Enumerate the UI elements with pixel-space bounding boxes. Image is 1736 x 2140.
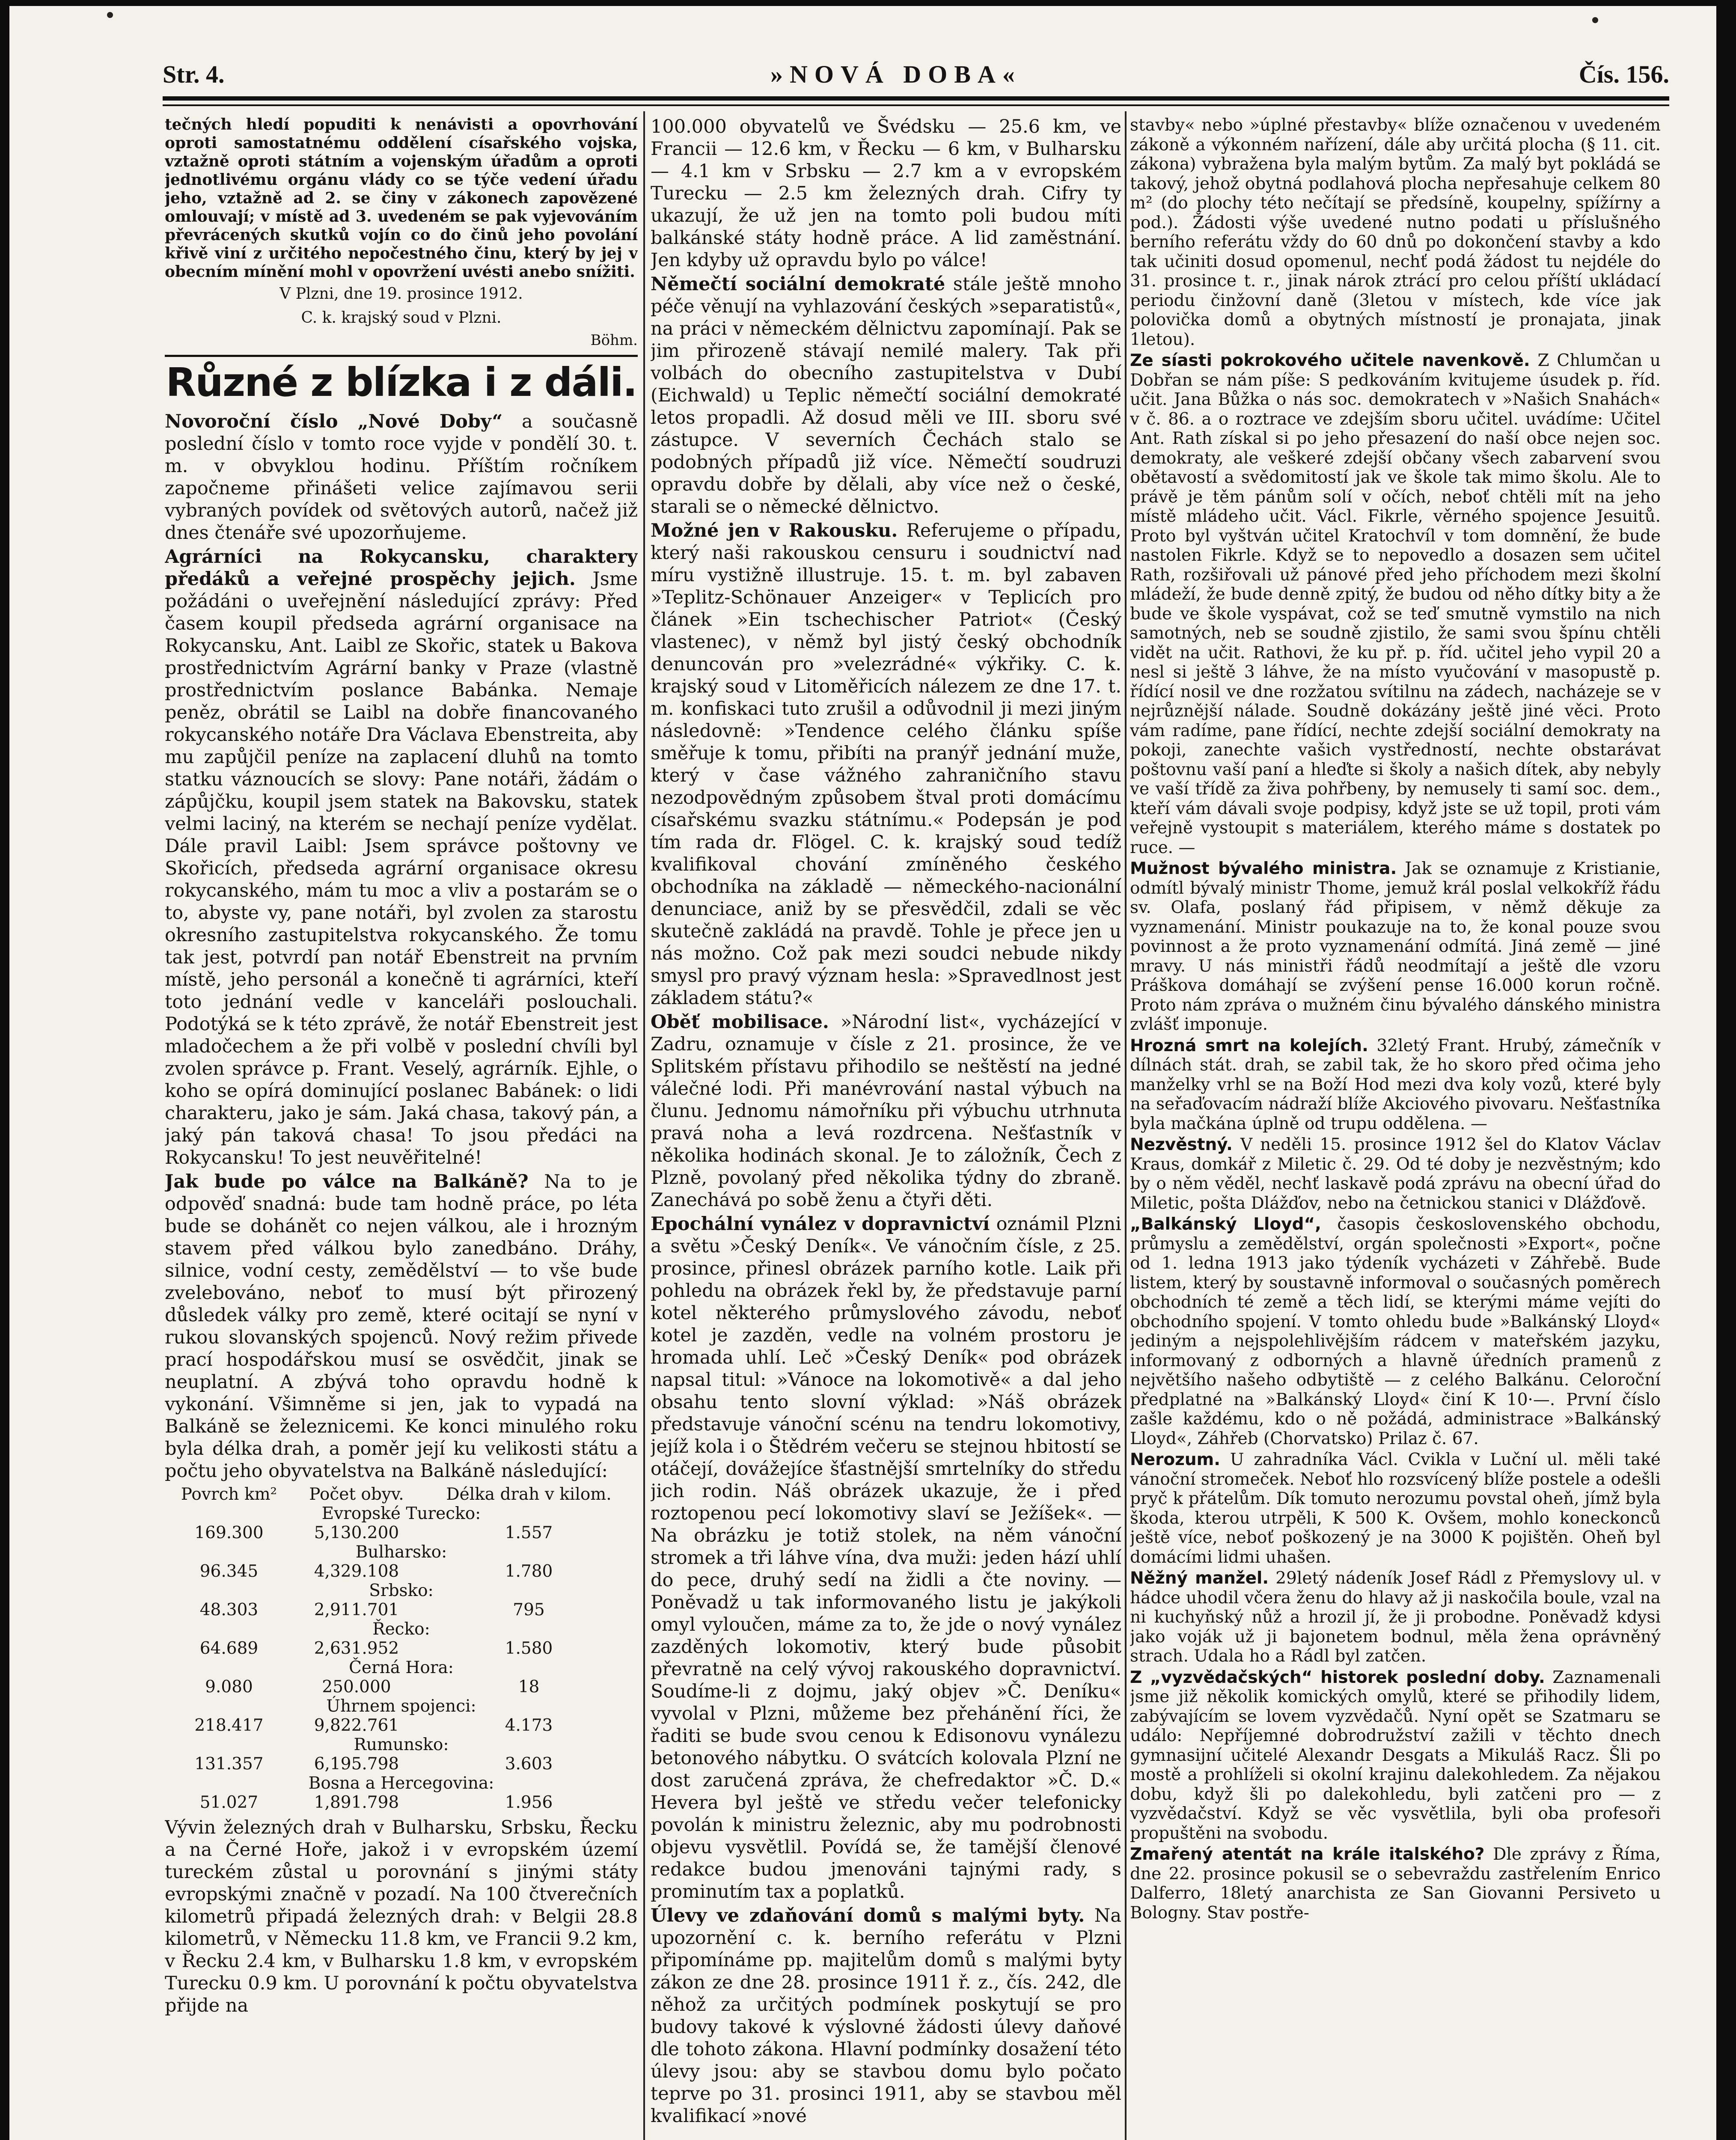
article-mozne-jen [651, 520, 1121, 1009]
article-body: Zaznamenali jsme již několik komických omylů, které se přihodily lidem, zabývajícím se lovem vyzvědačů. Nyní opět se Szatmaru se událo: Nepříjemné dobrodružství zažili v těchto dnech gymnasijní učitelé Alexandr Desgats a Mikuláš Racz. Šli po mostě a prohlíželi si okolní krajinu dalekohledem. Za nějakou dobu, když šli po dalekohledu, byli zatčeni pro — z vyzvědačství. Když se věc vysvětlila, byli oba profesoři propuštěni na svobodu. [1130, 1667, 1661, 1843]
newspaper-title: »NOVÁ DOBA« [770, 60, 1022, 88]
article-body: Jsme požádáni o uveřejnění následující zprávy: Před časem koupil předseda agrární organisace na Rokycansku, Ant. Laibl ze Skořic, statek u Bakova prostřednictvím Agrární banky v Praze (vlastně prostřednictvím poslance Babánka. Nemaje peněz, obrátil se Laibl na dobře financovaného rokycanského notáře Dra Václava Ebenstreita, aby mu zapůjčil peníze na zaplacení dluhů na tomto statku váznoucích se slovy: Pane notáři, žádám o zápůjčku, koupil jsem statek na Bakovsku, statek velmi laciný, na kterém se nechají peníze vydělat. Dále pravil Laibl: Jsem správce poštovny ve Skořicích, předseda agrární organisace okresu rokycanského, mám tu moc a vliv a postarám se o to, abyste vy, pane notáři, byl zvolen za starostu okresního zastupitelstva rokycanského. Že tomu tak jest, potvrdí pan notář Ebenstreit na prvním místě, jeho personál a konečně ti agrárníci, kteří toto jednání vedle v kanceláři poslouchali. Podotýká se k této zprávě, že notář Ebenstreit jest mladočechem a že při volbě v poslední chvíli byl zvolen správce p. Frant. Veselý, agrárník. Ejhle, o koho se opírá dominující poslanec Babánek: o lidi charakteru, jako je sám. Jaká chasa, takový pán, a jaký pán taková chasa! To jsou předáci na Rokycansku! To jest neuvěřitelné! [165, 568, 638, 1168]
article-atentat [1130, 1845, 1661, 1923]
issue-number: Čís. 156. [1578, 60, 1669, 88]
article-headline: Jak bude po válce na Balkáně? [165, 1171, 529, 1192]
cell-area: 131.357 [194, 1754, 264, 1774]
cell-rail: 18 [518, 1677, 540, 1697]
scan-border-right [1716, 0, 1736, 2140]
article-continuation: 100.000 obyvatelů ve Švédsku — 25.6 km, ve Francii — 12.6 km, v Řecku — 6 km, v Bulharsku — 4.1 km v Srbsku — 2.7 km a v evropském Turecku — 2.5 km železných drah. Cifry ty ukazují, že už jen na tomto poli budou míti balkánské státy hodně práce. A lid zaměstnání. Jen kdyby už opravdu bylo po válce! [651, 116, 1121, 271]
article-headline: Ze síasti pokrokového učitele navenkově. [1130, 351, 1530, 370]
region-name: Černá Hora: [349, 1658, 454, 1677]
article-headline: Nerozum. [1130, 1450, 1221, 1469]
cell-area: 218.417 [194, 1716, 264, 1735]
article-headline: Něžný manžel. [1130, 1569, 1269, 1588]
page-number: Str. 4. [163, 60, 225, 88]
table-region-row [165, 1543, 638, 1562]
article-continuation: stavby« nebo »úplné přestavby« blíže označenou v uvedeném zákoně a výkonném nařízení, dále aby určitá plocha (§ 11. cit. zákona) vybražena byla malým bytům. Za malý byt pokládá se takový, jehož obytná podlahová plocha nepřesahuje celkem 80 m² (do plochy této nečítají se předsíně, koupelny, spížírny a pod.). Žádosti výše uvedené nutno podati u příslušného berního referátu vždy do 60 dnů po dokončení stavby a kdo tak učiniti dosud opomenul, nechť podá žádost tu nejdéle do 31. prosince t. r., jinak nárok ztrácí pro celou příští ukládací periodu činžovní daně (3letou v místech, kde více jak polovička domů a obytných místností je pronajata, jinak 1letou). [1130, 116, 1661, 349]
scan-speck [107, 12, 113, 18]
article-railway-development: Vývin železných drah v Bulharsku, Srbsku, Řecku a na Černé Hoře, jakož i v evropském území tureckém zůstal u porovnání s jinými státy evropskými značně v pozadí. Na 100 čtverečních kilometrů připadá železných drah: v Belgii 28.8 kilometrů, v Německu 11.8 km, ve Francii 9.2 km, v Řecku 2.4 km, v Bulharsku 1.8 km, v evropském Turecku 0.9 km. U porovnání k počtu obyvatelstva přijde na [165, 1817, 638, 2016]
region-name: Bulharsko: [355, 1543, 447, 1562]
article-body: V neděli 15. prosince 1912 šel do Klatov Václav Kraus, domkář z Miletic č. 29. Od té doby je nezvěstným; kdo by o něm věděl, nechť laskavě podá zprávu na obecní úřad do Miletic, pošta Dlážďov, nebo na četnickou stanici v Dlážďově. [1130, 1135, 1661, 1213]
article-body: oznámil Plzni a světu »Český Deník«. Ve vánočním čísle, z 25. prosince, přinesl obrázek parního kotle. Laik při pohledu na obrázek řekl by, že představuje parní kotel některého průmyslového závodu, neboť kotel je zazděn, vedle na volném prostoru je hromada uhlí. Leč »Český Deník« pod obrázek napsal titul: »Vánoce na lokomotivě« a dal jeho obsahu tento slovní výklad: »Náš obrázek představuje vánoční scénu na tendru lokomotivy, jejíž kola i o Štědrém večeru se stejnou hbitostí se otáčejí, dovážejíce šťastnější smrtelníky do středu jich rodin. Náš obrázek ukazuje, že i před roztopenou pecí lokomotivy slaví se Ježíšek«. — Na obrázku je totiž stolek, na něm vánoční stromek a tři láhve vína, dva muži: jeden hází uhlí do pece, druhý sedí na židli a čte noviny. — Poněvadž u tak informovaného listu je jakýkoli omyl vyloučen, máme za to, že jde o nový vynález zazděných lokomotiv, který bude působit převratně na celý vývoj rakouského dopravnictví. Soudíme-li z dojmu, jaký objev »Č. Deníku« vyvolal v Plzni, můžeme bez přehánění říci, že řaditi se bude svou cenou k Edisonovu vynálezu betonového nábytku. O svátcích kolovala Plzní ne dost zaručená zpráva, že chefredaktor »Č. D.« Hevera byl ještě ve středu večer telefonicky povolán k ministru železnic, aby mu podrobnosti objevu vysvětlil. Povídá se, že tamější členové redakce budou jmenováni tajnými rady, s prominutím tax a poplatků. [651, 1213, 1121, 1902]
header-rule-thin [163, 104, 1669, 106]
column-1 [165, 116, 638, 2140]
article-body: stále ještě mnoho péče věnují na vyhlazování českých »separatistů«, na práci v německém dělnictvu zapomínají. Pak se jim přirozeně stávají nemilé malery. Tak při volbách do obecního zastupitelstva v Dubí (Eichwald) u Teplic němečtí sociální demokraté letos propadli. Až dosud měli ve III. sboru své zástupce. V severních Čechách stalo se podobných případů již více. Němečtí soudruzi opravdu dobře by dělali, aby více než o české, starali se o německé dělnictvo. [651, 273, 1121, 517]
header-rule [163, 96, 1669, 101]
cell-rail: 1.780 [505, 1562, 553, 1581]
court-notice [165, 116, 638, 281]
table-region-row [165, 1581, 638, 1600]
dateline: V Plzni, dne 19. prosince 1912. [279, 285, 523, 303]
article-headline: Novoroční číslo „Nové Doby“ [165, 411, 503, 432]
cell-area: 51.027 [199, 1793, 259, 1812]
article-headline: Mužnost bývalého ministra. [1130, 859, 1397, 878]
table-row [165, 1754, 638, 1774]
table-region-row [165, 1658, 638, 1677]
col-header-population: Počet obyv. [309, 1485, 404, 1504]
article-headline: Nezvěstný. [1130, 1135, 1233, 1154]
cell-pop: 9,822.761 [314, 1716, 399, 1735]
cell-pop: 5,130.200 [314, 1523, 399, 1543]
cell-pop: 2,911.701 [314, 1600, 399, 1620]
table-region-row [165, 1697, 638, 1716]
table-header-row [165, 1485, 638, 1504]
region-name: Úhrnem spojenci: [326, 1697, 476, 1716]
article-headline: Z „vyzvědačských“ historek poslední doby. [1130, 1667, 1545, 1687]
table-row [165, 1716, 638, 1735]
article-headline: Úlevy ve zdaňování domů s malými byty. [651, 1905, 1085, 1926]
column-3 [1130, 116, 1661, 2140]
scan-border-top [0, 0, 1736, 6]
article-nezvestny [1130, 1135, 1661, 1213]
col-header-area: Povrch km² [181, 1485, 277, 1504]
cell-pop: 1,891.798 [314, 1793, 399, 1812]
article-headline: Oběť mobilisace. [651, 1011, 829, 1033]
article-agrarnici [165, 546, 638, 1169]
article-smrt [1130, 1036, 1661, 1134]
article-lloyd [1130, 1215, 1661, 1448]
article-vyzvedaci [1130, 1668, 1661, 1843]
article-body: 32letý Frant. Hrubý, zámečník v dílnách stát. drah, se zabil tak, že ho skoro před očima jeho manželky vrhl se na Boží Hod mezi dva koly vozů, které byly na seřaďovacím nádraží blíže Akciového pivovaru. Nešťastníka byla mačkána úplně od trupu oddělena. — [1130, 1036, 1661, 1133]
article-headline: Epochální vynález v dopravnictví [651, 1213, 990, 1235]
article-headline: Němečtí sociální demokraté [651, 273, 945, 295]
article-ulevy [651, 1905, 1121, 2127]
article-headline: Hrozná smrt na kolejích. [1130, 1036, 1368, 1055]
column-divider [1125, 111, 1127, 2140]
region-name: Evropské Turecko: [321, 1504, 481, 1523]
railway-stats-table [165, 1485, 638, 1812]
article-headline: Zmařený atentát na krále italského? [1130, 1845, 1485, 1864]
cell-rail: 4.173 [505, 1716, 553, 1735]
cell-pop: 6,195.798 [314, 1754, 399, 1774]
article-body: Referujeme o případu, který naši rakouskou censuru i soudnictví nad míru vystižně illustruje. 15. t. m. byl zabaven »Teplitz-Schönauer Anzeiger« v Teplicích pro článek »Ein tschechischer Patriot« (Český vlastenec), v němž byl jistý český obchodník denuncován pro »velezrádné« výkřiky. C. k. krajský soud v Litoměřicích nálezem ze dne 17. t. m. konfiskaci tuto zrušil a odůvodnil ji mezi jiným následovně: »Tendence celého článku spíše směřuje k tomu, přibíti na pranýř jednání muže, který v čase vážného zahraničního stavu nezodpovědným způsobem štval proti domácímu císařskému svazku státnímu.« Podepsán je pod tím rada dr. Flögel. C. k. krajský soud tedíž kvalifikoval chování zmíněného českého obchodníka na základě — německého-nacionální denunciace, aniž by se přesvědčil, zdali se věc skutečně zakládá na pravdě. Tohle je přece jen u nás možno. Což pak mezi soudci nebude nikdy smysl pro pravý význam hesla: »Spravedlnost jest základem státu?« [651, 520, 1121, 1009]
cell-area: 169.300 [194, 1523, 264, 1543]
scan-speck [1592, 17, 1598, 23]
cell-area: 9.080 [205, 1677, 253, 1697]
scan-border-left [0, 0, 9, 2140]
article-body: 29letý nádeník Josef Rádl z Přemyslovy ul. v hádce uhodil včera ženu do hlavy až ji naskočila boule, vzal na ni kuchyňský nůž a hrozil jí, že ji probodne. Poněvadž kdysi jako voják už ji bajonetem bodnul, měla žena oprávněný strach. Udala ho a Rádl byl zatčen. [1130, 1569, 1661, 1666]
article-body: Na to je odpověď snadná: bude tam hodně práce, po léta bude se dohánět co nejen válkou, ale i hrozným stavem před válkou bylo zanedbáno. Dráhy, silnice, vodní cesty, zemědělství — to vše bude zvelebováno, neboť to musí být přirozený důsledek války pro země, které ocitají se nyní v rukou slovanských spojenců. Nový režim přivede prací hospodářskou musí se osvědčit, jinak se neuplatní. A zbývá toho opravdu hodně k vykonání. Všimněme si jen, jak to vypadá na Balkáně se železnicemi. Ke konci minulého roku byla délka drah, a poměr její ku velikosti státu a počtu jeho obyvatelstva na Balkáně následující: [165, 1171, 638, 1482]
article-body: U zahradníka Václ. Cvikla v Luční ul. měli také vánoční stromeček. Neboť hlo rozsvícený blíže postele a odešli pryč k přátelům. Dík tomuto nerozumu povstal oheň, jímž byla škoda, kterou utrpěli, K 500 K. Ovšem, mohlo koneckonců ještě více, neboť poškozený je na 3000 K pojištěn. Oheň byl domácími lidmi uhašen. [1130, 1450, 1661, 1567]
cell-area: 48.303 [199, 1600, 259, 1620]
article-headline: Agrárníci na Rokycansku, charaktery předáků a veřejné prospěchy jejich. [165, 546, 638, 590]
court-name: C. k. krajský soud v Plzni. [301, 309, 502, 327]
cell-rail: 1.956 [505, 1793, 553, 1812]
table-region-row [165, 1735, 638, 1754]
table-row [165, 1523, 638, 1543]
article-vynalez [651, 1213, 1121, 1903]
article-manzel [1130, 1569, 1661, 1666]
table-row [165, 1793, 638, 1812]
table-row [165, 1677, 638, 1697]
article-socialni-demokrate [651, 273, 1121, 518]
article-body: Z Chlumčan u Dobřan se nám píše: S pedkováním kvitujeme úsudek p. říd. učit. Jana Bůžka o nás soc. demokratech v »Našich Snahách« v č. 86. a o roztrace ve zdejším sboru učitel. uvádíme: Učitel Ant. Rath získal si po jeho přesazení do naší obce nejen soc. demokraty, ale veškeré zdejší občany všech zabarvení svou obětavostí a svědomitostí jak ve škole tak mimo školu. Ale to právě je těm pánům solí v očích, neboť chtěli mít na jeho místě mládeho učit. Václ. Fikrle, věrného spojence Jesuitů. Proto byl vyštván učitel Kratochvíl v tom domnění, že bude nastolen Fikrle. Když se to nepovedlo a dosazen sem učitel Rath, rozšiřovali už pánové před jeho příchodem mezi školní mládeží, že bude denně zpitý, že budou od něho dítky bity a že bude ve škole vyspávat, což se teď smutně vymstilo na nich samotných, neb se soudně zjistilo, že sami svou špínu chtěli vidět na učit. Rathovi, že ku př. p. říd. učitel jeho vypil 20 a nesl si ještě 3 láhve, že na místo vyučování v masopustě p. řídící nosil ve dne rozžatou svítilnu na zádech, nacházeje se v nejrůznější nálade. Soudně dokázány ještě jiné věci. Proto vám radíme, pane řídící, nechte zdejší sociální demokraty na pokoji, zanechte vašich vystředností, nechte obstarávat poštovnu vaší paní a hleďte si školy a našich dítek, aby nebyly ve vaší třídě za živa pohřbeny, by nemusely ti samí soc. dem., kteří vám dávali svoje podpisy, když jste se už topil, proti vám veřejně vystoupit s materiálem, kterého máme s dostatek po ruce. — [1130, 351, 1661, 857]
table-region-row [165, 1620, 638, 1639]
cell-rail: 795 [513, 1600, 545, 1620]
cell-rail: 3.603 [505, 1754, 553, 1774]
article-body: Jak se oznamuje z Kristianie, odmítl bývalý ministr Thome, jemuž král poslal velkokříž řádu sv. Olafa, poslaný řád připisem, v němž děkuje za vyznamenání. Ministr poukazuje na to, že konal pouze svou povinnost a že proto vyznamenání odmítá. Jiná země — jiné mravy. U nás ministři řádů neodmítají a ještě dle vzoru Práškova domáhají se zvýšení pense 16.000 korun ročně. Proto nám zpráva o mužném činu bývalého dánského ministra zvlášť imponuje. [1130, 859, 1661, 1034]
cell-rail: 1.557 [505, 1523, 553, 1543]
table-region-row [165, 1504, 638, 1523]
table-row [165, 1639, 638, 1658]
column-divider [643, 111, 645, 2140]
article-ucitel [1130, 351, 1661, 857]
region-name: Bosna a Hercegovina: [308, 1774, 494, 1793]
court-notice-text: tečných hledí popuditi k nenávisti a opovrhování oproti samostatnému oddělení císařského vojska, vztažně oproti státním a vojenským úřadům a oproti jednotlivému orgánu vlády co se týče vedení úřadu jeho, vztažně ad 2. se činy v zákonech zapovězené omlouvají; v místě ad 3. uvedeném se pak vyjevováním převrácených skutků vojín co do činů jeho povolání křivě viní z určitého nepočestného činu, který by jej v obecním mínění mohl v opovržení uvésti anebo snížiti. [165, 116, 638, 281]
section-title: Různé z blízka i z dáli. [165, 355, 638, 405]
region-name: Řecko: [372, 1620, 430, 1639]
cell-rail: 1.580 [505, 1639, 553, 1658]
cell-pop: 250.000 [322, 1677, 391, 1697]
article-balkan [165, 1171, 638, 1482]
article-body: Dle zprávy z Říma, dne 22. prosince pokusil se o sebevraždu zastřelením Enrico Dalferro, 18letý anarchista ze San Giovanni Persiveto u Bologny. Stav postře- [1130, 1845, 1661, 1923]
article-nerozum [1130, 1450, 1661, 1567]
article-body: časopis československého obchodu, průmyslu a zemědělství, orgán společnosti »Export«, počne od 1. ledna 1913 jako týdeník vycházeti v Záhřebě. Bude listem, který by soustavně informoval o současných poměrech obchodních té země a těch lidí, se kterými máme vejíti do obchodního spojení. V tomto ohledu bude »Balkánský Lloyd« jediným a nejspolehlivějším rádcem v mateřském jazyku, informovaný z odborných a hlavně úředních pramenů z největšího našeho odbytiště — z celého Balkánu. Celoroční předplatné na »Balkánský Lloyd« činí K 10·—. První číslo zašle každému, kdo o ně požádá, administrace »Balkánský Lloyd«, Záhřeb (Chorvatsko) Prilaz č. 67. [1130, 1215, 1661, 1448]
table-row [165, 1562, 638, 1581]
region-name: Rumunsko: [354, 1735, 449, 1754]
article-body: »Národní list«, vycházející v Zadru, oznamuje v čísle z 21. prosince, že ve Splitském přístavu přihodilo se neštěstí na jedné válečné lodi. Při manévrování nastal výbuch na člunu. Jednomu námořníku při výbuchu utrhnuta pravá noha a levá rozdrcena. Nešťastník v několika hodinách skonal. Je to záložník, Čech z Plzně, povolaný před několika týdny do zbraně. Zanechává po sobě ženu a čtyři děti. [651, 1011, 1121, 1211]
article-novorocni-cislo [165, 410, 638, 544]
article-muznost [1130, 859, 1661, 1034]
col-header-rail: Délka drah v kilom. [446, 1485, 612, 1504]
cell-pop: 2,631.952 [314, 1639, 399, 1658]
cell-area: 96.345 [199, 1562, 259, 1581]
article-body: a současně poslední číslo v tomto roce vyjde v pondělí 30. t. m. v obvyklou hodinu. Příštím ročníkem započneme přinášeti velice zajímavou serii vybraných povídek od světových autorů, načež již dnes čtenáře své upozorňujeme. [165, 411, 638, 544]
table-region-row [165, 1774, 638, 1793]
article-obet-mobilisace [651, 1011, 1121, 1211]
signature: Böhm. [590, 332, 638, 349]
article-body: Na upozornění c. k. berního referátu v Plzni připomínáme pp. majitelům domů s malými byty zákon ze dne 28. prosince 1911 ř. z., čís. 242, dle něhož za určitých podmínek poskytují se pro budovy takové k výslovné žádosti úlevy daňové dle tohoto zákona. Hlavní podmínky dosažení této úlevy jsou: aby se stavbou domu bylo počato teprve po 31. prosinci 1911, aby se stavbou měl kvalifikací »nové [651, 1905, 1121, 2127]
table-row [165, 1600, 638, 1620]
cell-pop: 4,329.108 [314, 1562, 399, 1581]
cell-area: 64.689 [199, 1639, 259, 1658]
page-header [163, 60, 1669, 101]
article-headline: „Balkánský Lloyd“, [1130, 1215, 1321, 1234]
article-headline: Možné jen v Rakousku. [651, 520, 898, 541]
column-2 [651, 116, 1121, 2140]
region-name: Srbsko: [369, 1581, 434, 1600]
